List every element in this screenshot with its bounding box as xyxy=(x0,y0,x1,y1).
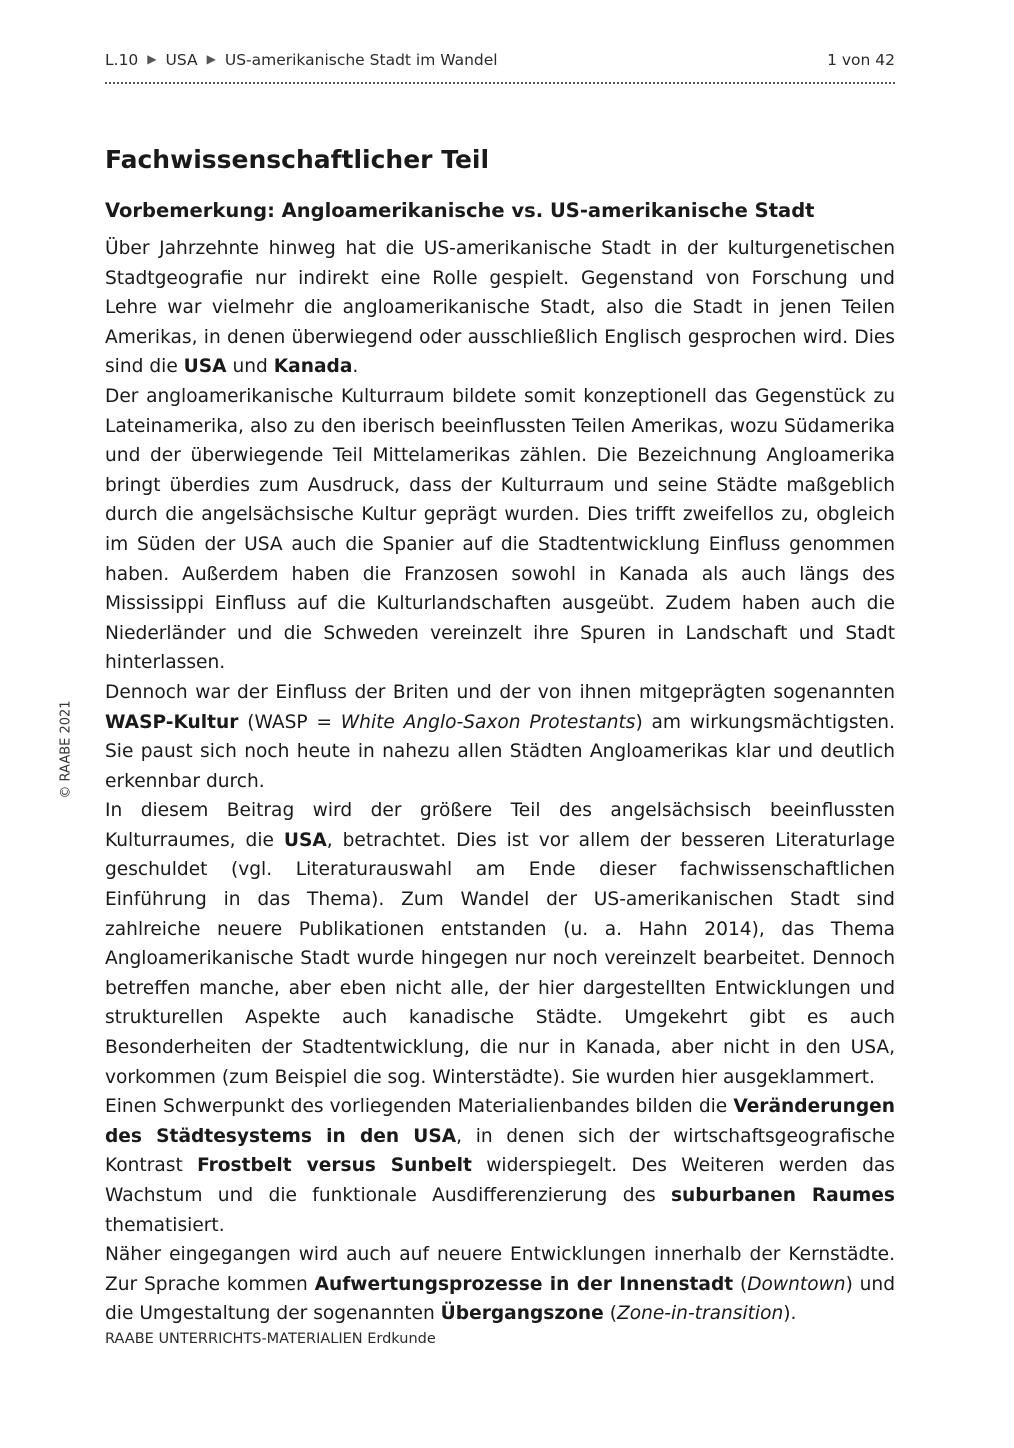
paragraph xyxy=(105,1092,895,1240)
breadcrumb-item-topic: USA xyxy=(165,51,198,69)
bold-text: Veränderungen des Städtesystems in den USA xyxy=(105,1096,895,1147)
document-body xyxy=(105,138,895,1329)
breadcrumb-item-title: US-amerikanische Stadt im Wandel xyxy=(224,51,498,69)
breadcrumb-item-unit: L.10 xyxy=(105,51,139,69)
italic-text: White Anglo-Saxon Protestants xyxy=(340,711,636,733)
bold-text: WASP-Kultur xyxy=(105,711,239,733)
paragraph xyxy=(105,382,895,678)
text-run: In diesem Beitrag wird der größere Teil des angelsächsisch beeinflussten Kulturraumes, die xyxy=(105,800,895,851)
bold-text: USA xyxy=(183,356,227,378)
text-run: widerspiegelt. Des Weiteren werden das Wachstum und die funktionale Ausdifferenzierung des xyxy=(105,1155,895,1206)
body-text xyxy=(105,234,895,1329)
bold-text: USA xyxy=(283,829,327,851)
text-run: ). xyxy=(783,1303,797,1325)
text-run: ) am wirkungsmächtigsten. Sie paust sich noch heute in nahezu allen Städten Angloamerikas klar und deutlich erkennbar durch. xyxy=(105,711,895,792)
text-run: ( xyxy=(733,1273,748,1295)
bold-text: Frostbelt versus Sunbelt xyxy=(197,1155,472,1177)
page-footer: RAABE UNTERRICHTS-MATERIALIEN Erdkunde xyxy=(105,1331,436,1347)
page-number: 1 von 42 xyxy=(827,51,895,69)
text-run: und xyxy=(226,356,274,378)
breadcrumb xyxy=(105,51,498,69)
text-run: Näher eingegangen wird auch auf neuere Entwicklungen innerhalb der Kernstädte. Zur Sprache kommen xyxy=(105,1244,895,1295)
bold-text: Kanada xyxy=(273,356,353,378)
text-run: Der angloamerikanische Kulturraum bildete somit konzeptionell das Gegenstück zu Lateinamerika, also zu den iberisch beeinflussten Teilen Amerikas, wozu Südamerika und der überwiegende Teil Mittelamerikas zählen. Die Bezeichnung Angloamerika bringt überdies zum Ausdruck, dass der Kulturraum und seine Städte maßgeblich durch die angelsächsische Kultur geprägt wurden. Dies trifft zweifellos zu, obgleich im Süden der USA auch die Spanier auf die Stadtentwicklung Einfluss genommen haben. Außerdem haben die Franzosen sowohl in Kanada als auch längs des Mississippi Einfluss auf die Kulturlandschaften ausgeübt. Zudem haben auch die Niederländer und die Schweden vereinzelt ihre Spuren in Landschaft und Stadt hinterlassen. xyxy=(105,385,895,674)
text-run: , betrachtet. Dies ist vor allem der besseren Literaturlage geschuldet (vgl. Literaturauswahl am Ende dieser fachwissenschaftlichen Einführung in das Thema). Zum Wandel der US-amerikanischen Stadt sind zahlreiche neuere Publikationen entstanden (u. a. Hahn 2014), das Thema Angloamerikanische Stadt wurde hingegen nur noch vereinzelt bearbeitet. Dennoch betreffen manche, aber eben nicht alle, der hier dargestellten Entwicklungen und strukturellen Aspekte auch kanadische Städte. Umgekehrt gibt es auch Besonderheiten der Stadtentwicklung, die nur in Kanada, aber nicht in den USA, vorkommen (zum Beispiel die sog. Winterstädte). Sie wurden hier ausgeklammert. xyxy=(105,829,895,1088)
chevron-right-icon: ▶ xyxy=(206,52,216,66)
text-run: Dennoch war der Einfluss der Briten und der von ihnen mitgeprägten sogenannten xyxy=(105,681,895,703)
text-run: , in denen sich der wirtschaftsgeografische Kontrast xyxy=(105,1125,895,1177)
copyright-text: © RAABE 2021 xyxy=(58,700,74,799)
paragraph xyxy=(105,234,895,382)
header-divider xyxy=(105,82,895,84)
paragraph xyxy=(105,796,895,1092)
text-run: Einen Schwerpunkt des vorliegenden Materialienbandes bilden die xyxy=(105,1096,734,1118)
text-run: Über Jahrzehnte hinweg hat die US-amerikanische Stadt in der kulturgenetischen Stadtgeografie nur indirekt eine Rolle gespielt. Gegenstand von Forschung und Lehre war vielmehr die angloamerikanische Stadt, also die Stadt in jenen Teilen Amerikas, in denen überwiegend oder ausschließlich Englisch gesprochen wird. Dies sind die xyxy=(105,238,895,378)
chevron-right-icon: ▶ xyxy=(147,52,157,66)
text-run: (WASP = xyxy=(238,711,341,733)
text-run: ( xyxy=(603,1303,617,1325)
bold-text: Aufwertungsprozesse in der Innenstadt xyxy=(314,1273,734,1295)
bold-text: Übergangszone xyxy=(440,1303,604,1325)
paragraph xyxy=(105,678,895,796)
text-run: . xyxy=(352,356,359,378)
paragraph xyxy=(105,1240,895,1329)
copyright-note xyxy=(56,700,76,800)
page-header xyxy=(105,51,895,69)
text-run: ) und die Umgestaltung der sogenannten xyxy=(105,1273,896,1325)
section-subtitle: Vorbemerkung: Angloamerikanische vs. US-amerikanische Stadt xyxy=(105,199,815,222)
bold-text: suburbanen Raumes xyxy=(670,1185,895,1206)
text-run: thematisiert. xyxy=(105,1214,225,1236)
section-title: Fachwissenschaftlicher Teil xyxy=(105,145,490,174)
italic-text: Downtown xyxy=(747,1273,846,1295)
italic-text: Zone-in-transition xyxy=(616,1303,784,1325)
